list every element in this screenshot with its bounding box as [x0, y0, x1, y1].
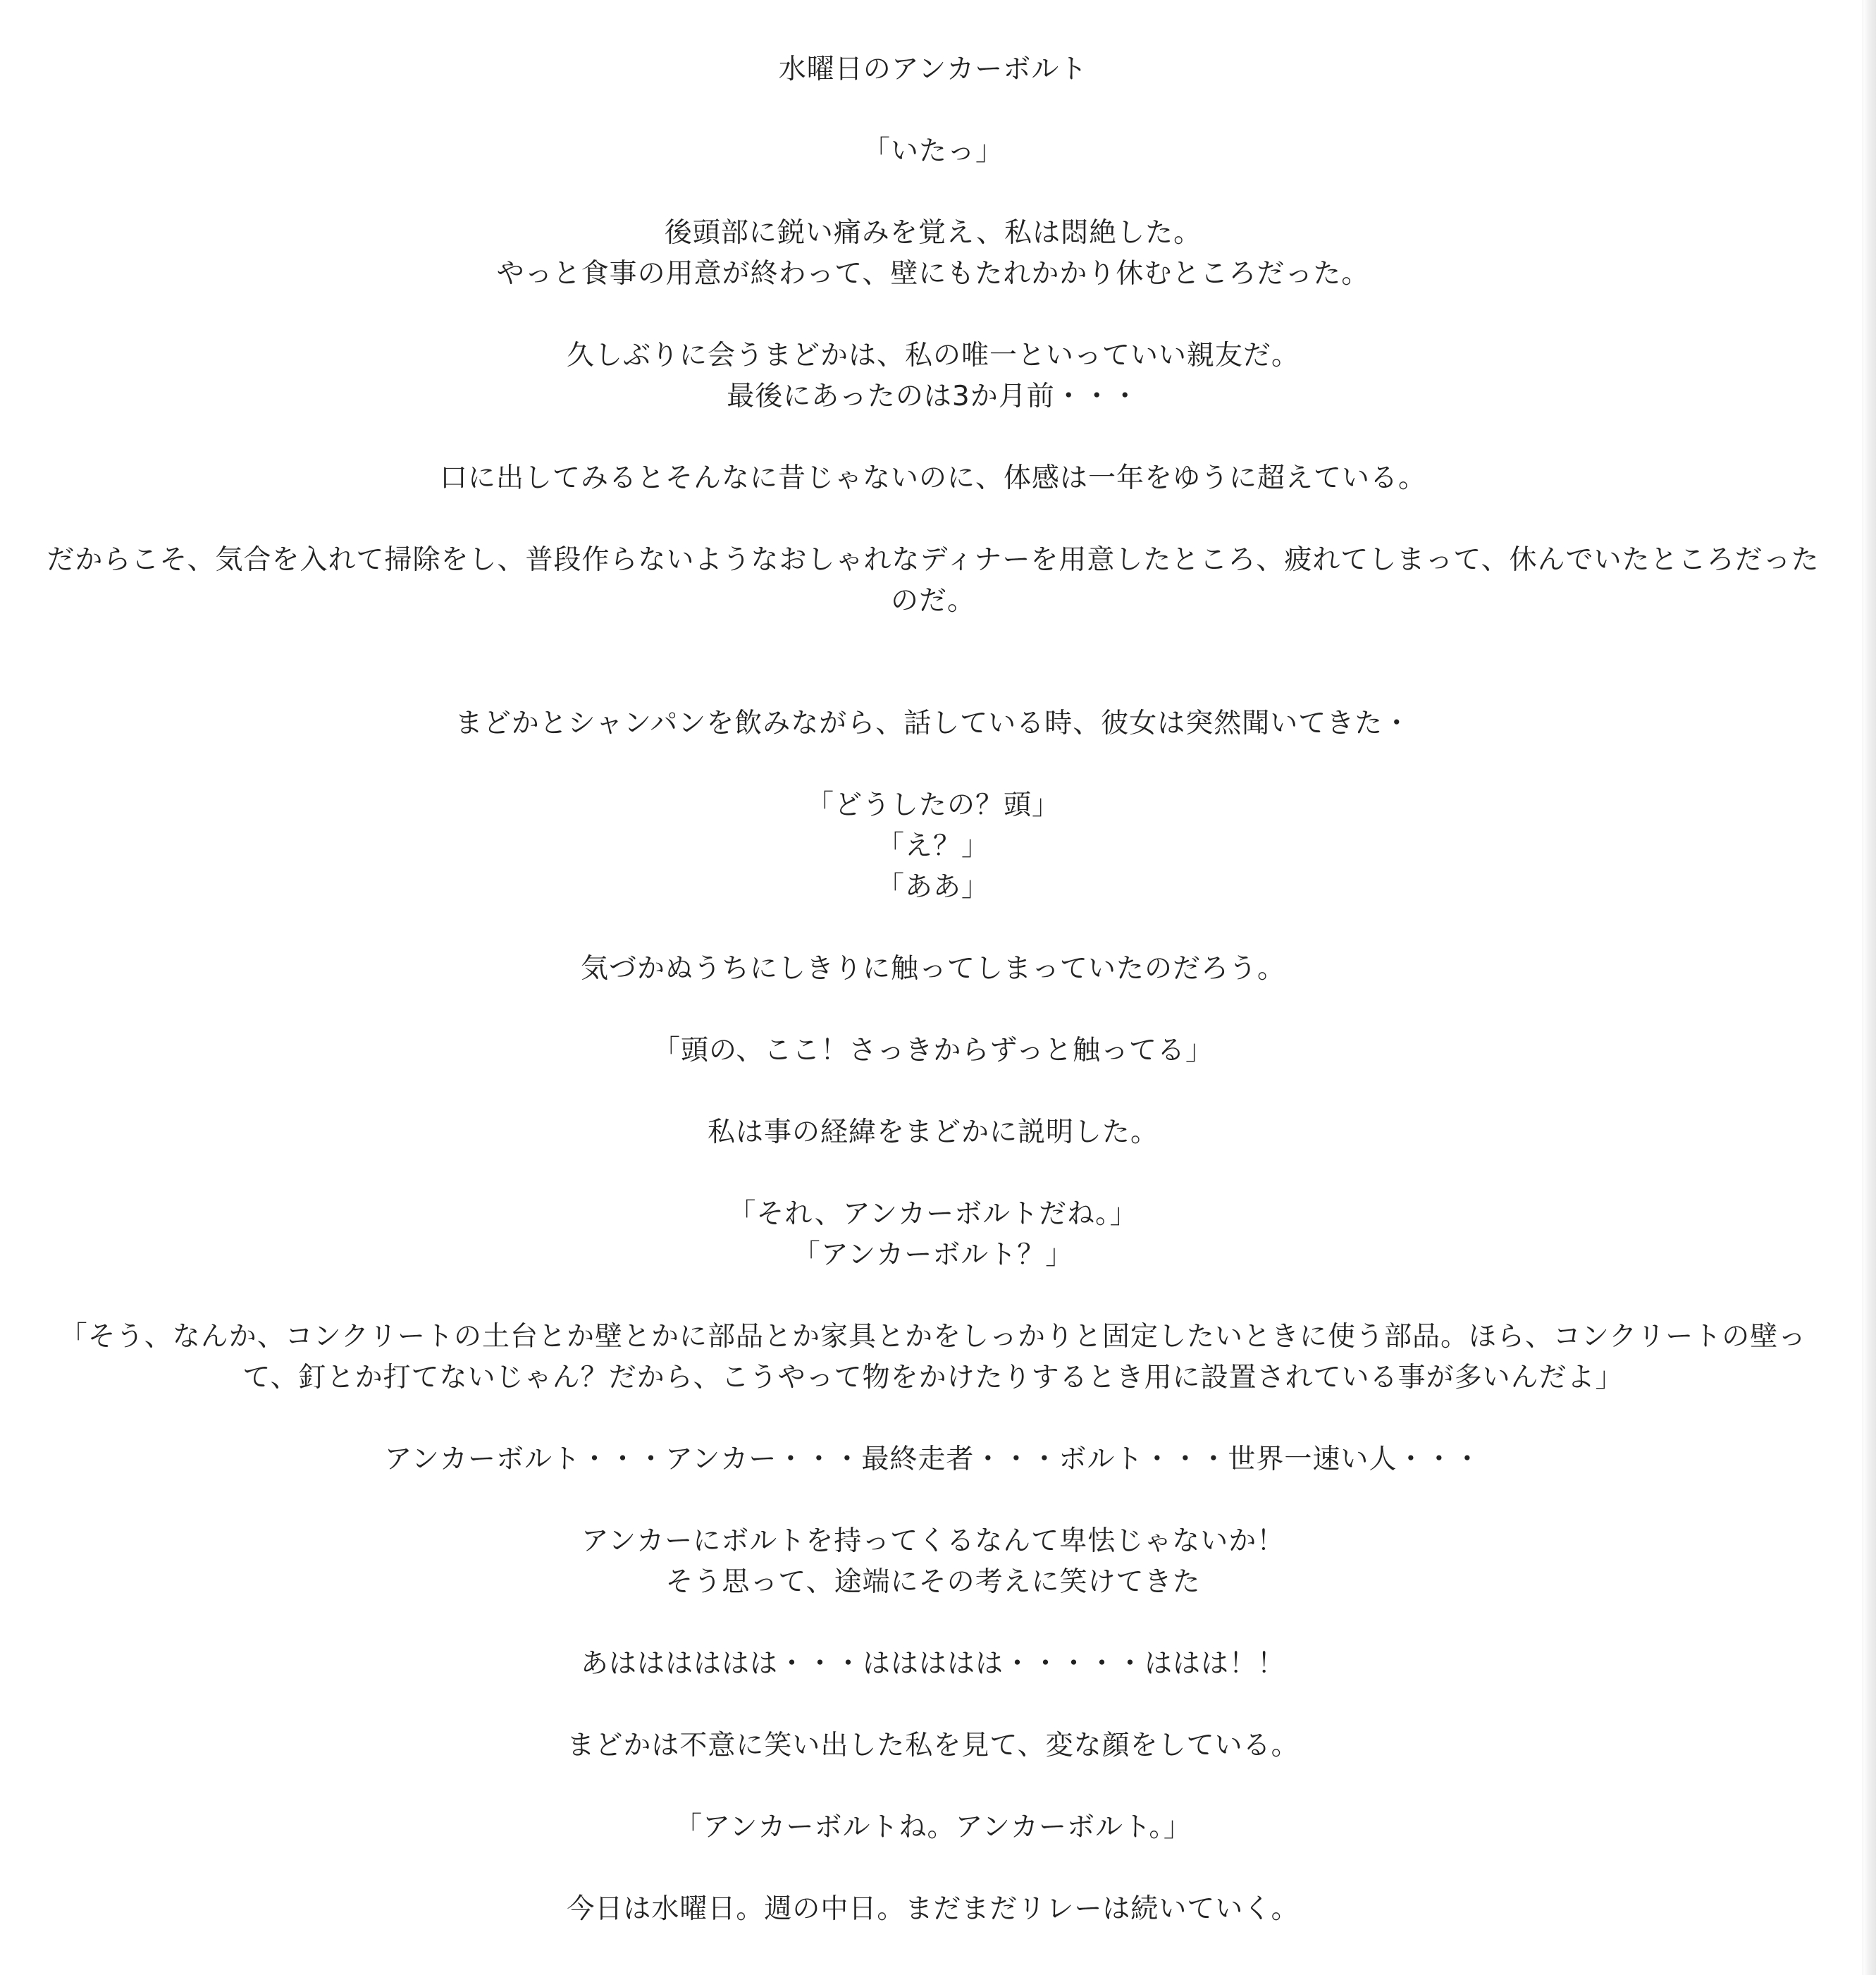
dialogue-line: 「頭の、ここ！さっきからずっと触ってる」	[652, 1035, 1214, 1066]
dialogue-line: 「そう、なんか、コンクリートの土台とか壁とかに部品とか家具とかをしっかりと固定したいときに使う部品。ほら、コンクリートの壁って、釘とか打てないじゃん？だから、こうやって物をかけたりするとき用に設置されている事が多いんだよ」	[59, 1321, 1807, 1393]
document-title: 水曜日のアンカーボルト	[778, 54, 1088, 85]
document-body	[45, 49, 1821, 1930]
paragraph-line: 「いたっ」	[862, 135, 1004, 167]
paragraph-line: 気づかぬうちにしきりに触ってしまっていたのだろう。	[580, 953, 1285, 985]
paragraph-line: 今日は水曜日。週の中日。まだまだリレーは続いていく。	[567, 1893, 1300, 1925]
paragraph-line: 私は事の経緯をまどかに説明した。	[707, 1116, 1159, 1148]
paragraph-line: まどかとシャンパンを飲みながら、話している時、彼女は突然聞いてきた・	[455, 708, 1412, 739]
paragraph-line: だからこそ、気合を入れて掃除をし、普段作らないようなおしゃれなディナーを用意したところ、疲れてしまって、休んでいたところだったのだ。	[47, 544, 1820, 617]
paragraph-line: アンカーにボルトを持ってくるなんて卑怯じゃないか！	[581, 1525, 1285, 1557]
paragraph-line: そう思って、途端にその考えに笑けてきた	[665, 1566, 1201, 1598]
dialogue-line: 「アンカーボルト？」	[792, 1239, 1074, 1271]
dialogue-line: 「ああ」	[876, 871, 989, 903]
paragraph-line: まどかは不意に笑い出した私を見て、変な顔をしている。	[567, 1730, 1300, 1761]
page-edge-shadow	[1863, 0, 1876, 1975]
paragraph-line: アンカーボルト・・・アンカー・・・最終走者・・・ボルト・・・世界一速い人・・・	[384, 1444, 1482, 1475]
paragraph-line: 最後にあったのは3か月前・・・	[727, 381, 1140, 412]
dialogue-line: 「アンカーボルトね。アンカーボルト。」	[674, 1811, 1192, 1843]
paragraph-line: 久しぶりに会うまどかは、私の唯一といっていい親友だ。	[566, 340, 1300, 371]
dialogue-line: 「え？」	[876, 830, 989, 862]
dialogue-line: 「どうしたの？頭」	[806, 789, 1060, 821]
paragraph-line: あはははははは・・・ははははは・・・・・ははは！！	[580, 1648, 1285, 1680]
paragraph-line: 後頭部に鋭い痛みを覚え、私は悶絶した。	[664, 217, 1202, 249]
dialogue-line: 「それ、アンカーボルトだね。」	[728, 1198, 1138, 1230]
paragraph-line: 口に出してみるとそんなに昔じゃないのに、体感は一年をゆうに超えている。	[439, 462, 1426, 494]
paragraph-line: やっと食事の用意が終わって、壁にもたれかかり休むところだった。	[496, 258, 1370, 290]
